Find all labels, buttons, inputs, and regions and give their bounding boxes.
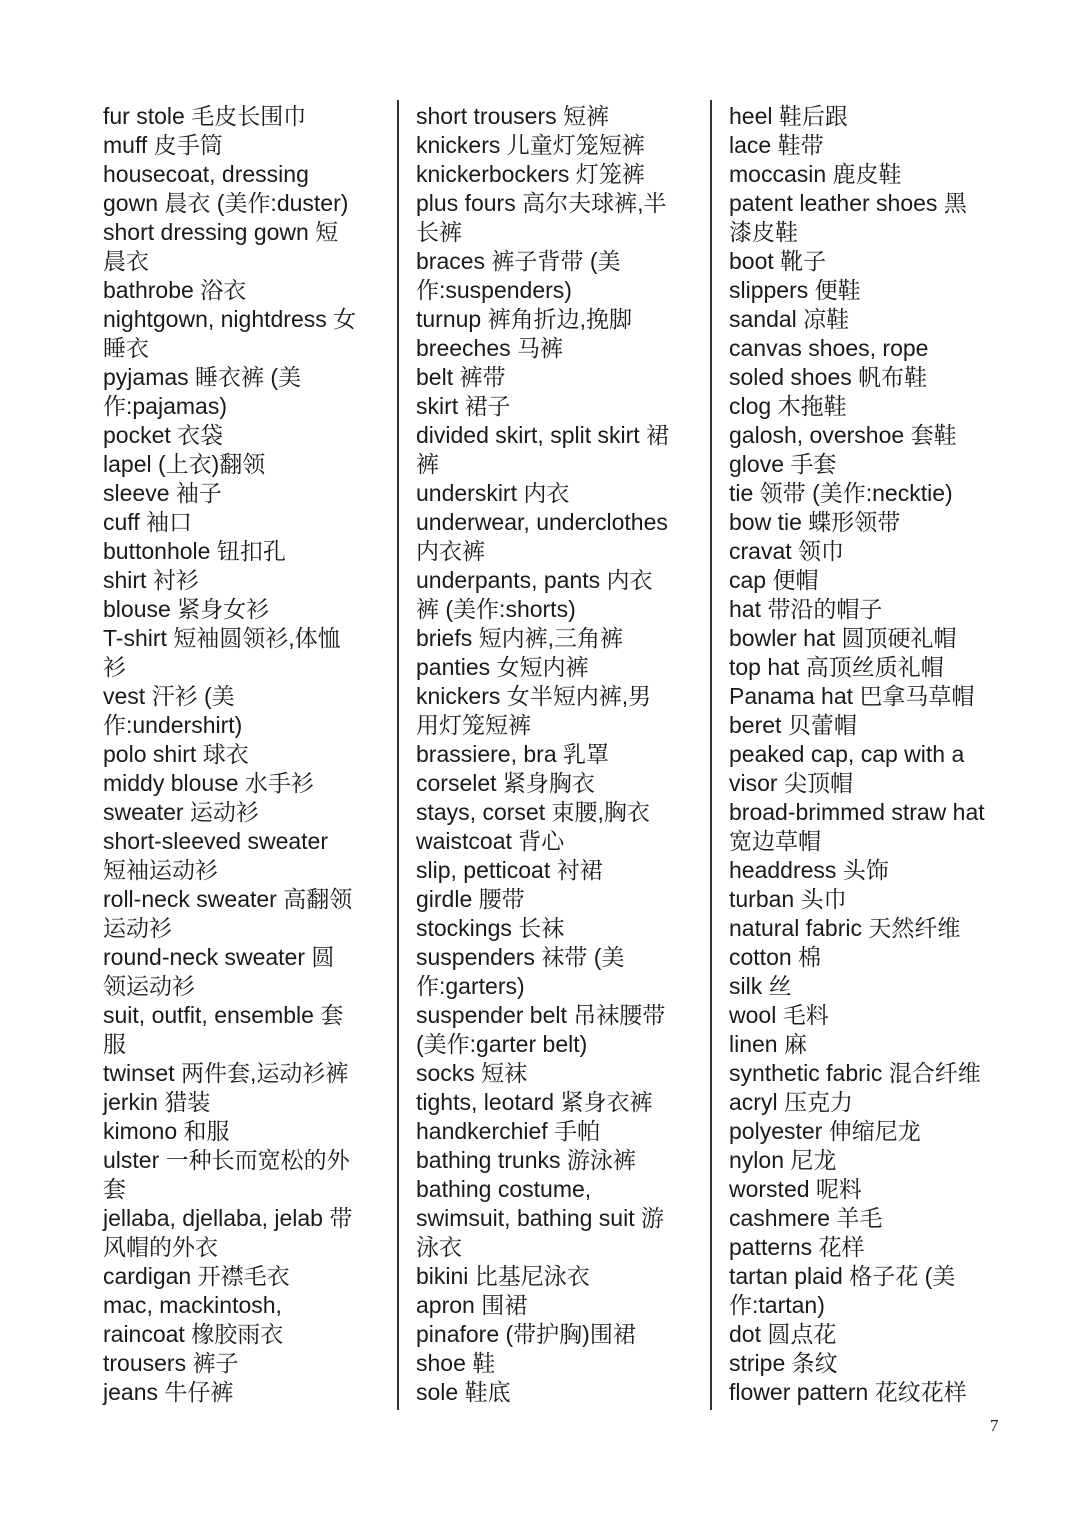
vocabulary-line: gown 晨衣 (美作:duster) xyxy=(103,190,349,216)
vocabulary-line: bathing trunks 游泳裤 xyxy=(416,1147,636,1173)
vocabulary-line: worsted 呢料 xyxy=(729,1176,862,1202)
vocabulary-line: clog 木拖鞋 xyxy=(729,393,847,419)
vocabulary-line: galosh, overshoe 套鞋 xyxy=(729,422,957,448)
vocabulary-line: shirt 衬衫 xyxy=(103,567,199,593)
vocabulary-line: round-neck sweater 圆 xyxy=(103,944,335,970)
vocabulary-line: slip, petticoat 衬裙 xyxy=(416,857,603,883)
vocabulary-line: fur stole 毛皮长围巾 xyxy=(103,103,307,129)
vocabulary-line: bathrobe 浴衣 xyxy=(103,277,247,303)
vocabulary-line: tartan plaid 格子花 (美 xyxy=(729,1263,956,1289)
vocabulary-line: bathing costume, xyxy=(416,1176,592,1202)
vocabulary-line: 服 xyxy=(103,1031,126,1057)
vocabulary-line: pocket 衣袋 xyxy=(103,422,224,448)
vocabulary-line: short dressing gown 短 xyxy=(103,219,339,245)
vocabulary-line: jeans 牛仔裤 xyxy=(103,1379,234,1405)
vocabulary-line: briefs 短内裤,三角裤 xyxy=(416,625,624,651)
vocabulary-column-1 xyxy=(103,102,385,1407)
vocabulary-line: mac, mackintosh, xyxy=(103,1292,282,1318)
vocabulary-line: ulster 一种长而宽松的外 xyxy=(103,1147,350,1173)
vocabulary-line: polyester 伸缩尼龙 xyxy=(729,1118,921,1144)
vocabulary-line: 作:pajamas) xyxy=(103,393,227,419)
vocabulary-line: jellaba, djellaba, jelab 带 xyxy=(103,1205,353,1231)
vocabulary-line: cashmere 羊毛 xyxy=(729,1205,883,1231)
vocabulary-line: underwear, underclothes xyxy=(416,509,668,535)
vocabulary-line: 套 xyxy=(103,1176,126,1202)
vocabulary-line: polo shirt 球衣 xyxy=(103,741,249,767)
vocabulary-line: 长裤 xyxy=(416,219,462,245)
vocabulary-line: lapel (上衣)翻领 xyxy=(103,451,266,477)
vocabulary-line: linen 麻 xyxy=(729,1031,807,1057)
vocabulary-line: turban 头巾 xyxy=(729,886,847,912)
vocabulary-line: 睡衣 xyxy=(103,335,149,361)
vocabulary-line: knickerbockers 灯笼裤 xyxy=(416,161,645,187)
vocabulary-line: glove 手套 xyxy=(729,451,837,477)
vocabulary-line: shoe 鞋 xyxy=(416,1350,496,1376)
page-number: 7 xyxy=(990,1416,999,1435)
vocabulary-line: muff 皮手筒 xyxy=(103,132,223,158)
vocabulary-line: visor 尖顶帽 xyxy=(729,770,853,796)
vocabulary-line: 晨衣 xyxy=(103,248,149,274)
vocabulary-line: girdle 腰带 xyxy=(416,886,525,912)
vocabulary-line: middy blouse 水手衫 xyxy=(103,770,314,796)
vocabulary-line: underpants, pants 内衣 xyxy=(416,567,653,593)
vocabulary-line: 作:garters) xyxy=(416,973,525,999)
vocabulary-line: braces 裤子背带 (美 xyxy=(416,248,621,274)
vocabulary-line: nylon 尼龙 xyxy=(729,1147,837,1173)
vocabulary-line: silk 丝 xyxy=(729,973,792,999)
vocabulary-line: slippers 便鞋 xyxy=(729,277,861,303)
vocabulary-line: soled shoes 帆布鞋 xyxy=(729,364,928,390)
vocabulary-line: pyjamas 睡衣裤 (美 xyxy=(103,364,302,390)
vocabulary-line: (美作:garter belt) xyxy=(416,1031,588,1057)
vocabulary-line: pinafore (带护胸)围裙 xyxy=(416,1321,636,1347)
vocabulary-line: 泳衣 xyxy=(416,1234,462,1260)
vocabulary-line: heel 鞋后跟 xyxy=(729,103,848,129)
vocabulary-line: plus fours 高尔夫球裤,半 xyxy=(416,190,667,216)
column-divider xyxy=(397,100,399,1410)
vocabulary-line: suspender belt 吊袜腰带 xyxy=(416,1002,666,1028)
vocabulary-line: top hat 高顶丝质礼帽 xyxy=(729,654,944,680)
vocabulary-line: trousers 裤子 xyxy=(103,1350,239,1376)
vocabulary-line: twinset 两件套,运动衫裤 xyxy=(103,1060,349,1086)
vocabulary-line: patterns 花样 xyxy=(729,1234,865,1260)
vocabulary-line: kimono 和服 xyxy=(103,1118,230,1144)
vocabulary-line: broad-brimmed straw hat xyxy=(729,799,985,825)
vocabulary-line: belt 裤带 xyxy=(416,364,506,390)
vocabulary-line: 作:undershirt) xyxy=(103,712,243,738)
vocabulary-line: stays, corset 束腰,胸衣 xyxy=(416,799,650,825)
vocabulary-line: sleeve 袖子 xyxy=(103,480,222,506)
vocabulary-line: wool 毛料 xyxy=(729,1002,829,1028)
vocabulary-line: housecoat, dressing xyxy=(103,161,309,187)
vocabulary-line: swimsuit, bathing suit 游 xyxy=(416,1205,664,1231)
vocabulary-line: roll-neck sweater 高翻领 xyxy=(103,886,353,912)
vocabulary-line: flower pattern 花纹花样 xyxy=(729,1379,967,1405)
vocabulary-line: turnup 裤角折边,挽脚 xyxy=(416,306,632,332)
vocabulary-line: panties 女短内裤 xyxy=(416,654,589,680)
vocabulary-line: synthetic fabric 混合纤维 xyxy=(729,1060,981,1086)
vocabulary-line: knickers 女半短内裤,男 xyxy=(416,683,652,709)
vocabulary-line: cap 便帽 xyxy=(729,567,819,593)
vocabulary-line: divided skirt, split skirt 裙 xyxy=(416,422,670,448)
vocabulary-line: peaked cap, cap with a xyxy=(729,741,965,767)
vocabulary-line: T-shirt 短袖圆领衫,体恤 xyxy=(103,625,341,651)
vocabulary-line: stockings 长袜 xyxy=(416,915,565,941)
vocabulary-line: nightgown, nightdress 女 xyxy=(103,306,357,332)
vocabulary-line: 裤 (美作:shorts) xyxy=(416,596,576,622)
vocabulary-line: short trousers 短裤 xyxy=(416,103,609,129)
vocabulary-line: bikini 比基尼泳衣 xyxy=(416,1263,590,1289)
vocabulary-line: underskirt 内衣 xyxy=(416,480,570,506)
vocabulary-line: vest 汗衫 (美 xyxy=(103,683,235,709)
vocabulary-line: bowler hat 圆顶硬礼帽 xyxy=(729,625,957,651)
vocabulary-line: blouse 紧身女衫 xyxy=(103,596,270,622)
vocabulary-line: waistcoat 背心 xyxy=(416,828,565,854)
vocabulary-line: 运动衫 xyxy=(103,915,172,941)
vocabulary-line: dot 圆点花 xyxy=(729,1321,837,1347)
vocabulary-line: beret 贝蕾帽 xyxy=(729,712,857,738)
vocabulary-line: 短袖运动衫 xyxy=(103,857,218,883)
vocabulary-line: 漆皮鞋 xyxy=(729,219,798,245)
vocabulary-line: bow tie 蝶形领带 xyxy=(729,509,901,535)
vocabulary-line: tights, leotard 紧身衣裤 xyxy=(416,1089,653,1115)
vocabulary-line: cardigan 开襟毛衣 xyxy=(103,1263,290,1289)
vocabulary-line: 宽边草帽 xyxy=(729,828,821,854)
vocabulary-line: 衫 xyxy=(103,654,126,680)
vocabulary-column-2 xyxy=(416,102,698,1407)
vocabulary-line: sweater 运动衫 xyxy=(103,799,259,825)
vocabulary-line: hat 带沿的帽子 xyxy=(729,596,883,622)
vocabulary-line: boot 靴子 xyxy=(729,248,827,274)
vocabulary-line: raincoat 橡胶雨衣 xyxy=(103,1321,284,1347)
vocabulary-line: Panama hat 巴拿马草帽 xyxy=(729,683,975,709)
vocabulary-line: short-sleeved sweater xyxy=(103,828,328,854)
vocabulary-line: corselet 紧身胸衣 xyxy=(416,770,595,796)
vocabulary-line: knickers 儿童灯笼短裤 xyxy=(416,132,645,158)
vocabulary-line: acryl 压克力 xyxy=(729,1089,853,1115)
vocabulary-line: skirt 裙子 xyxy=(416,393,511,419)
vocabulary-line: headdress 头饰 xyxy=(729,857,889,883)
vocabulary-line: sandal 凉鞋 xyxy=(729,306,850,332)
vocabulary-line: handkerchief 手帕 xyxy=(416,1118,601,1144)
vocabulary-line: jerkin 猎装 xyxy=(103,1089,211,1115)
vocabulary-line: tie 领带 (美作:necktie) xyxy=(729,480,953,506)
vocabulary-line: stripe 条纹 xyxy=(729,1350,838,1376)
vocabulary-line: 作:tartan) xyxy=(729,1292,825,1318)
vocabulary-line: sole 鞋底 xyxy=(416,1379,511,1405)
column-divider xyxy=(710,100,712,1410)
vocabulary-line: breeches 马裤 xyxy=(416,335,564,361)
vocabulary-line: canvas shoes, rope xyxy=(729,335,929,361)
vocabulary-line: moccasin 鹿皮鞋 xyxy=(729,161,902,187)
vocabulary-column-3 xyxy=(729,102,1011,1407)
vocabulary-line: natural fabric 天然纤维 xyxy=(729,915,961,941)
vocabulary-line: socks 短袜 xyxy=(416,1060,528,1086)
vocabulary-line: 内衣裤 xyxy=(416,538,485,564)
vocabulary-line: apron 围裙 xyxy=(416,1292,528,1318)
vocabulary-line: suspenders 袜带 (美 xyxy=(416,944,625,970)
vocabulary-line: brassiere, bra 乳罩 xyxy=(416,741,610,767)
vocabulary-line: patent leather shoes 黑 xyxy=(729,190,967,216)
vocabulary-line: 用灯笼短裤 xyxy=(416,712,531,738)
vocabulary-line: 作:suspenders) xyxy=(416,277,572,303)
vocabulary-line: buttonhole 钮扣孔 xyxy=(103,538,286,564)
vocabulary-line: 裤 xyxy=(416,451,439,477)
vocabulary-line: suit, outfit, ensemble 套 xyxy=(103,1002,344,1028)
vocabulary-line: cuff 袖口 xyxy=(103,509,193,535)
vocabulary-line: cravat 领巾 xyxy=(729,538,845,564)
vocabulary-line: 风帽的外衣 xyxy=(103,1234,218,1260)
vocabulary-line: lace 鞋带 xyxy=(729,132,824,158)
vocabulary-line: cotton 棉 xyxy=(729,944,822,970)
vocabulary-line: 领运动衫 xyxy=(103,973,195,999)
